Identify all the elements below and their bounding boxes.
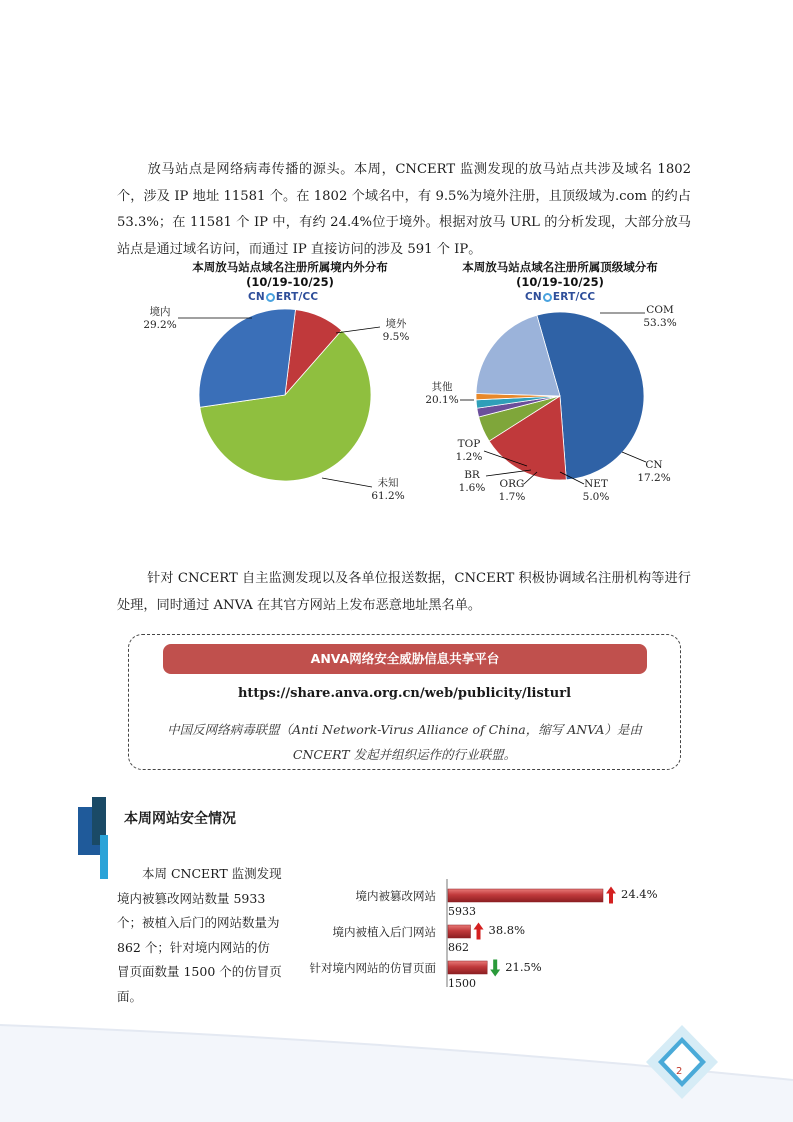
- pie1-label-domestic-value: 29.2%: [143, 319, 177, 331]
- section-paragraph: [117, 862, 282, 1009]
- pie2-label-cn-name: CN: [645, 459, 663, 471]
- pie1-subtitle: (10/19-10/25): [246, 275, 334, 289]
- hbar-change-phishing: 21.5%: [505, 960, 542, 974]
- pie2-label-br-name: BR: [464, 469, 480, 481]
- section-title: 本周网站安全情况: [124, 811, 236, 827]
- second-paragraph: [117, 566, 691, 619]
- anva-url-link[interactable]: https://share.anva.org.cn/web/publicity/listurl: [237, 686, 572, 701]
- logo-text-left-2: CN: [525, 291, 542, 303]
- anva-note-line2: CNCERT 发起并组织运作的行业联盟。: [292, 747, 517, 762]
- pie2-subtitle: (10/19-10/25): [516, 275, 604, 289]
- hbar-change-backdoor: 38.8%: [488, 923, 526, 937]
- pie2-label-cn-value: 17.2%: [637, 472, 671, 484]
- pie1-title: 本周放马站点域名注册所属境内外分布: [192, 260, 388, 274]
- pie1-label-unknown-name: 未知: [377, 477, 399, 489]
- section-paragraph-text: 本周 CNCERT 监测发现境内被篡改网站数量 5933 个；被植入后门的网站数量为 862 个；针对境内网站的仿冒页面数量 1500 个的仿冒页面。: [117, 866, 282, 1004]
- hbar-bar-0: [448, 889, 603, 902]
- logo-text-right-2: ERT/CC: [552, 291, 596, 303]
- page-number: 2: [676, 1066, 683, 1077]
- anva-banner: ANVA网络安全威胁信息共享平台: [163, 644, 647, 674]
- logo-text-right: ERT/CC: [275, 291, 319, 303]
- pie1-label-foreign-name: 境外: [385, 318, 407, 330]
- pie2-label-top-value: 1.2%: [455, 451, 483, 463]
- pie2-title: 本周放马站点域名注册所属顶级域分布: [462, 260, 658, 274]
- second-paragraph-text: 针对 CNCERT 自主监测发现以及各单位报送数据，CNCERT 积极协调域名注册机构等进行处理，同时通过 ANVA 在其官方网站上发布恶意地址黑名单。: [117, 571, 691, 613]
- anva-note-line1: 中国反网络病毒联盟（Anti Network-Virus Alliance of China，缩写 ANVA）是由: [167, 722, 642, 737]
- arrow-up-icon: [606, 887, 616, 904]
- hbar-value-phishing: 1500: [448, 977, 476, 990]
- logo-text-left: CN: [248, 291, 265, 303]
- hbar-bar-1: [448, 925, 471, 938]
- pie2-label-net-name: NET: [584, 478, 608, 490]
- hbar-bar-2: [448, 961, 487, 974]
- footer-decoration: [0, 1010, 793, 1122]
- pie1-label-unknown-value: 61.2%: [371, 490, 405, 502]
- pie2-label-br-value: 1.6%: [458, 482, 486, 494]
- intro-paragraph-text: 放马站点是网络病毒传播的源头。本周，CNCERT 监测发现的放马站点共涉及域名 1802 个，涉及 IP 地址 11581 个。在 1802 个域名中，有 9.5%为境外注册，且顶级域为.com 的约占 53.3%；在 11581 个 IP 中，有约 24.4%位于境外。根据对放马 URL 的分析发现，大部分放马站点是通过域名访问，而通过 IP 直接访问的涉及 591 个 IP。: [117, 162, 691, 257]
- pie1-label-domestic-name: 境内: [149, 306, 171, 318]
- pie2-label-org-value: 1.7%: [498, 491, 526, 503]
- hbar-value-tampered: 5933: [448, 905, 476, 918]
- pie2-label-com-value: 53.3%: [643, 317, 677, 329]
- pie2-label-top-name: TOP: [457, 438, 481, 450]
- section-decoration-icon: [74, 795, 114, 885]
- pie2-label-other-value: 20.1%: [425, 394, 459, 406]
- hbar-category-phishing: 针对境内网站的仿冒页面: [309, 961, 436, 975]
- pie1-label-foreign-value: 9.5%: [382, 331, 410, 343]
- pie2-label-org-name: ORG: [499, 478, 525, 490]
- arrow-down-icon: [490, 960, 500, 977]
- hbar-change-tampered: 24.4%: [621, 887, 658, 901]
- pie2-label-com-name: COM: [646, 304, 674, 316]
- pie2-label-other-name: 其他: [431, 381, 453, 393]
- pie2-label-net-value: 5.0%: [582, 491, 610, 503]
- hbar-category-backdoor: 境内被植入后门网站: [332, 925, 436, 939]
- arrow-up-icon: [474, 923, 484, 940]
- hbar-value-backdoor: 862: [448, 941, 469, 954]
- hbar-category-tampered: 境内被篡改网站: [355, 889, 436, 903]
